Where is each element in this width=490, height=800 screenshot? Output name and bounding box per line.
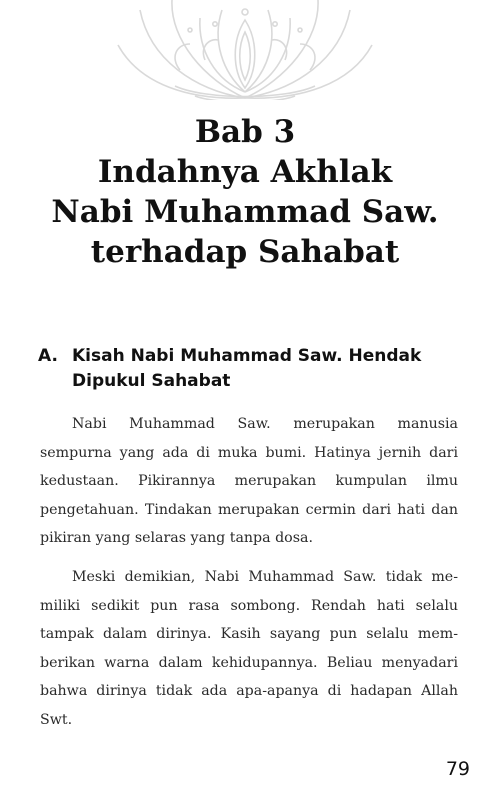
chapter-number: Bab 3 xyxy=(194,114,296,150)
chapter-title-line-1: Indahnya Akhlak xyxy=(97,154,393,190)
paragraph-1: Nabi Muhammad Saw. merupakan manusia sempurna yang ada di muka bumi. Hatinya jernih dari kedustaan. Pikirannya merupakan kumpulan ilmu pengetahuan. Tindakan merupakan cermin dari hati dan pikiran yang selaras yang tanpa dosa. xyxy=(40,416,458,547)
chapter-title-line-3: terhadap Sahabat xyxy=(90,234,400,270)
page-number: 79 xyxy=(445,758,470,780)
section-number: A. xyxy=(38,346,58,366)
section-heading xyxy=(38,344,463,394)
chapter-title xyxy=(0,112,490,272)
mandala-ornament xyxy=(0,0,490,100)
body-text xyxy=(40,410,458,745)
paragraph-2: Meski demikian, Nabi Muhammad Saw. tidak memiliki sedikit pun rasa sombong. Rendah hati selalu tampak dalam dirinya. Kasih sayang pun selalu memberikan warna dalam kehidupannya. Beliau menyadari bahwa dirinya tidak ada apa-apanya di hadapan Allah Swt. xyxy=(40,568,458,728)
chapter-title-line-2: Nabi Muhammad Saw. xyxy=(51,194,439,230)
section-title: Kisah Nabi Muhammad Saw. Hendak Dipukul Sahabat xyxy=(72,346,422,391)
